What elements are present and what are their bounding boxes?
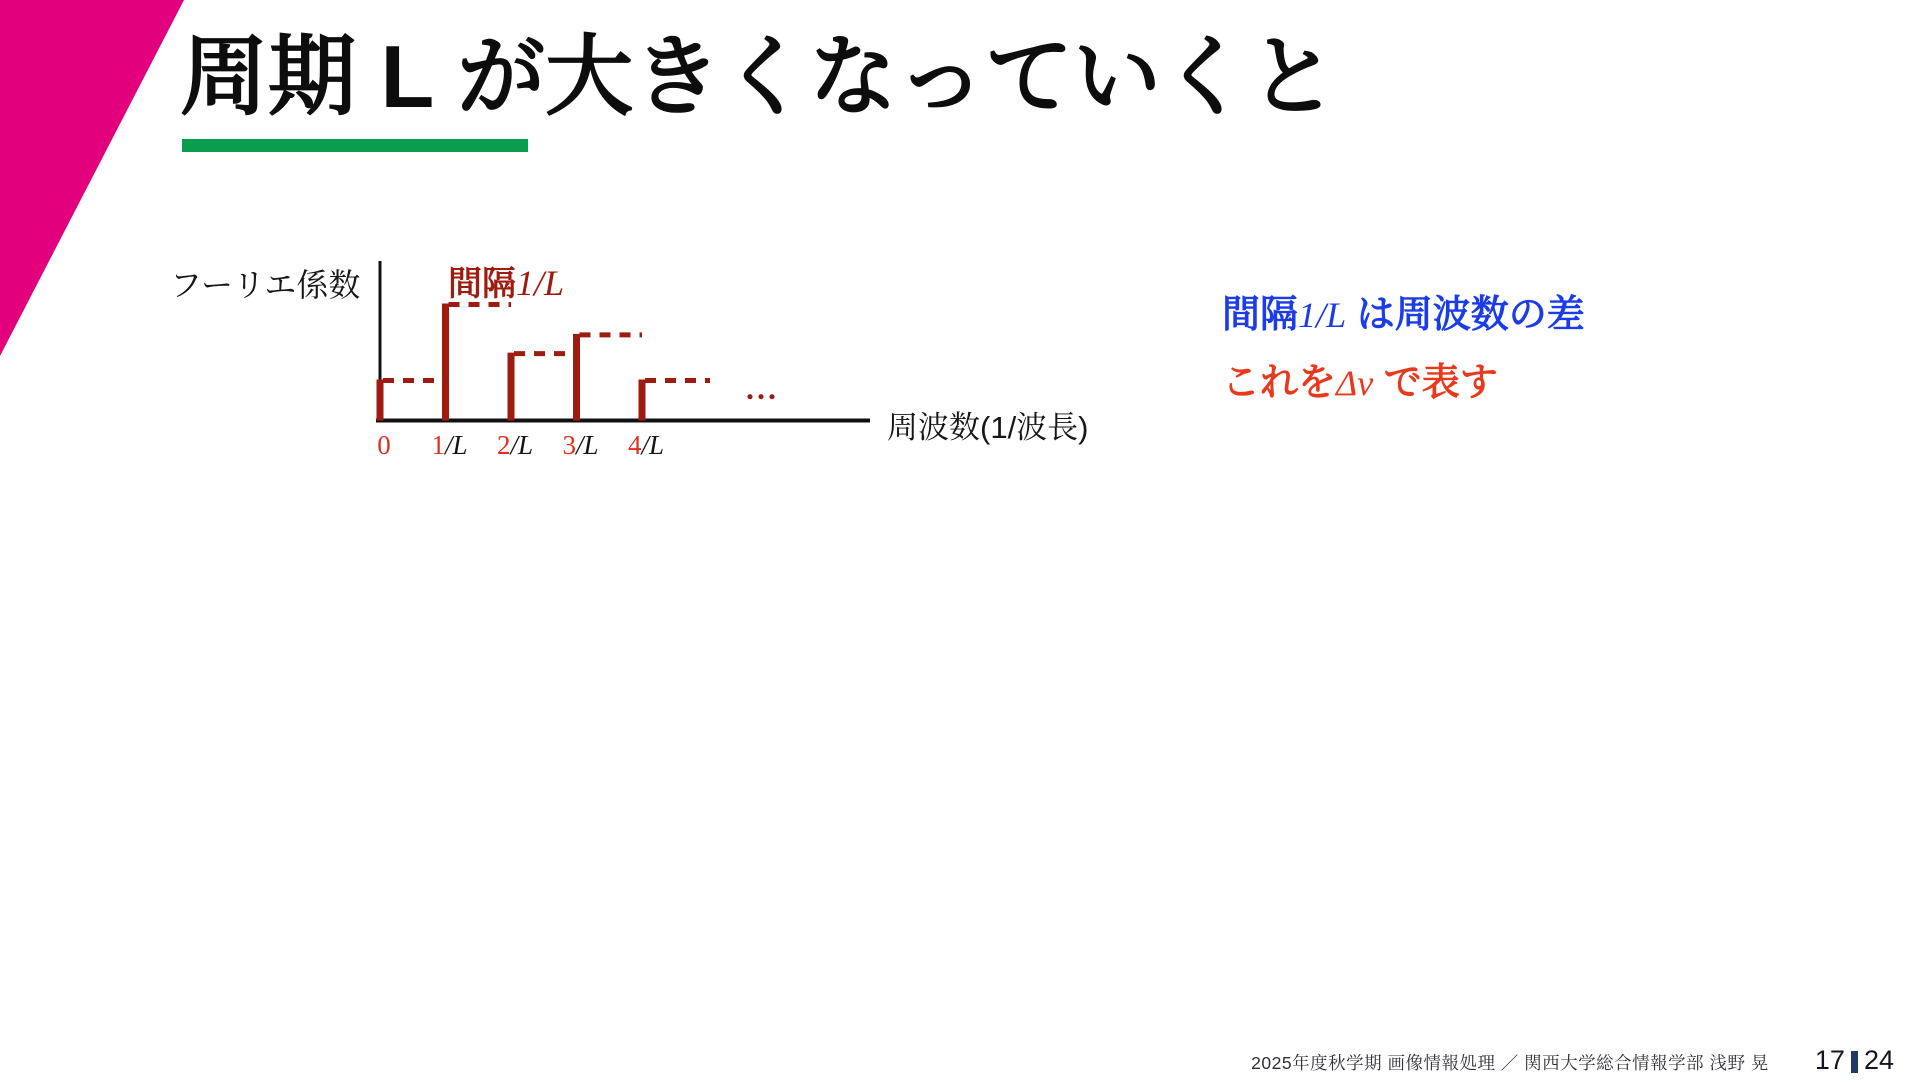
note2-math: Δν <box>1336 363 1374 403</box>
interval-annotation-math: 1/L <box>516 263 565 303</box>
note-delta-nu <box>1222 351 1498 406</box>
note1-prefix: 間隔 <box>1222 294 1299 336</box>
chart-tick-label: 0 <box>377 430 391 460</box>
interval-annotation <box>448 256 564 305</box>
footer <box>1251 1045 1894 1076</box>
slide-title: 周期 L が大きくなっていくと <box>180 27 1338 126</box>
chart-tick-label: 4/L <box>627 430 665 460</box>
page-total: 24 <box>1863 1045 1894 1075</box>
title-underline-bar <box>182 139 528 152</box>
chart-y-axis-label: フーリエ係数 <box>170 267 361 303</box>
chart-tick-label: 1/L <box>431 430 468 460</box>
fourier-coefficient-chart <box>140 240 1140 485</box>
note1-suffix: は周波数の差 <box>1346 294 1585 336</box>
interval-annotation-text: 間隔 <box>448 265 516 303</box>
note-interval-frequency <box>1222 283 1585 338</box>
footer-credit: 2025年度秋学期 画像情報処理 ／ 関西大学総合情報学部 浅野 晃 <box>1251 1053 1769 1073</box>
chart-tick-label: 2/L <box>496 430 534 460</box>
chart-ellipsis: ... <box>746 370 779 406</box>
page-separator-bar <box>1851 1051 1858 1073</box>
chart-x-axis-label: 周波数(1/波長) <box>887 410 1089 445</box>
note2-suffix: で表す <box>1373 362 1498 404</box>
note1-math: 1/L <box>1298 295 1347 335</box>
chart-tick-label: 3/L <box>562 430 599 460</box>
page-current: 17 <box>1814 1045 1845 1075</box>
note2-prefix: これを <box>1222 362 1337 404</box>
page-indicator <box>1815 1045 1894 1076</box>
